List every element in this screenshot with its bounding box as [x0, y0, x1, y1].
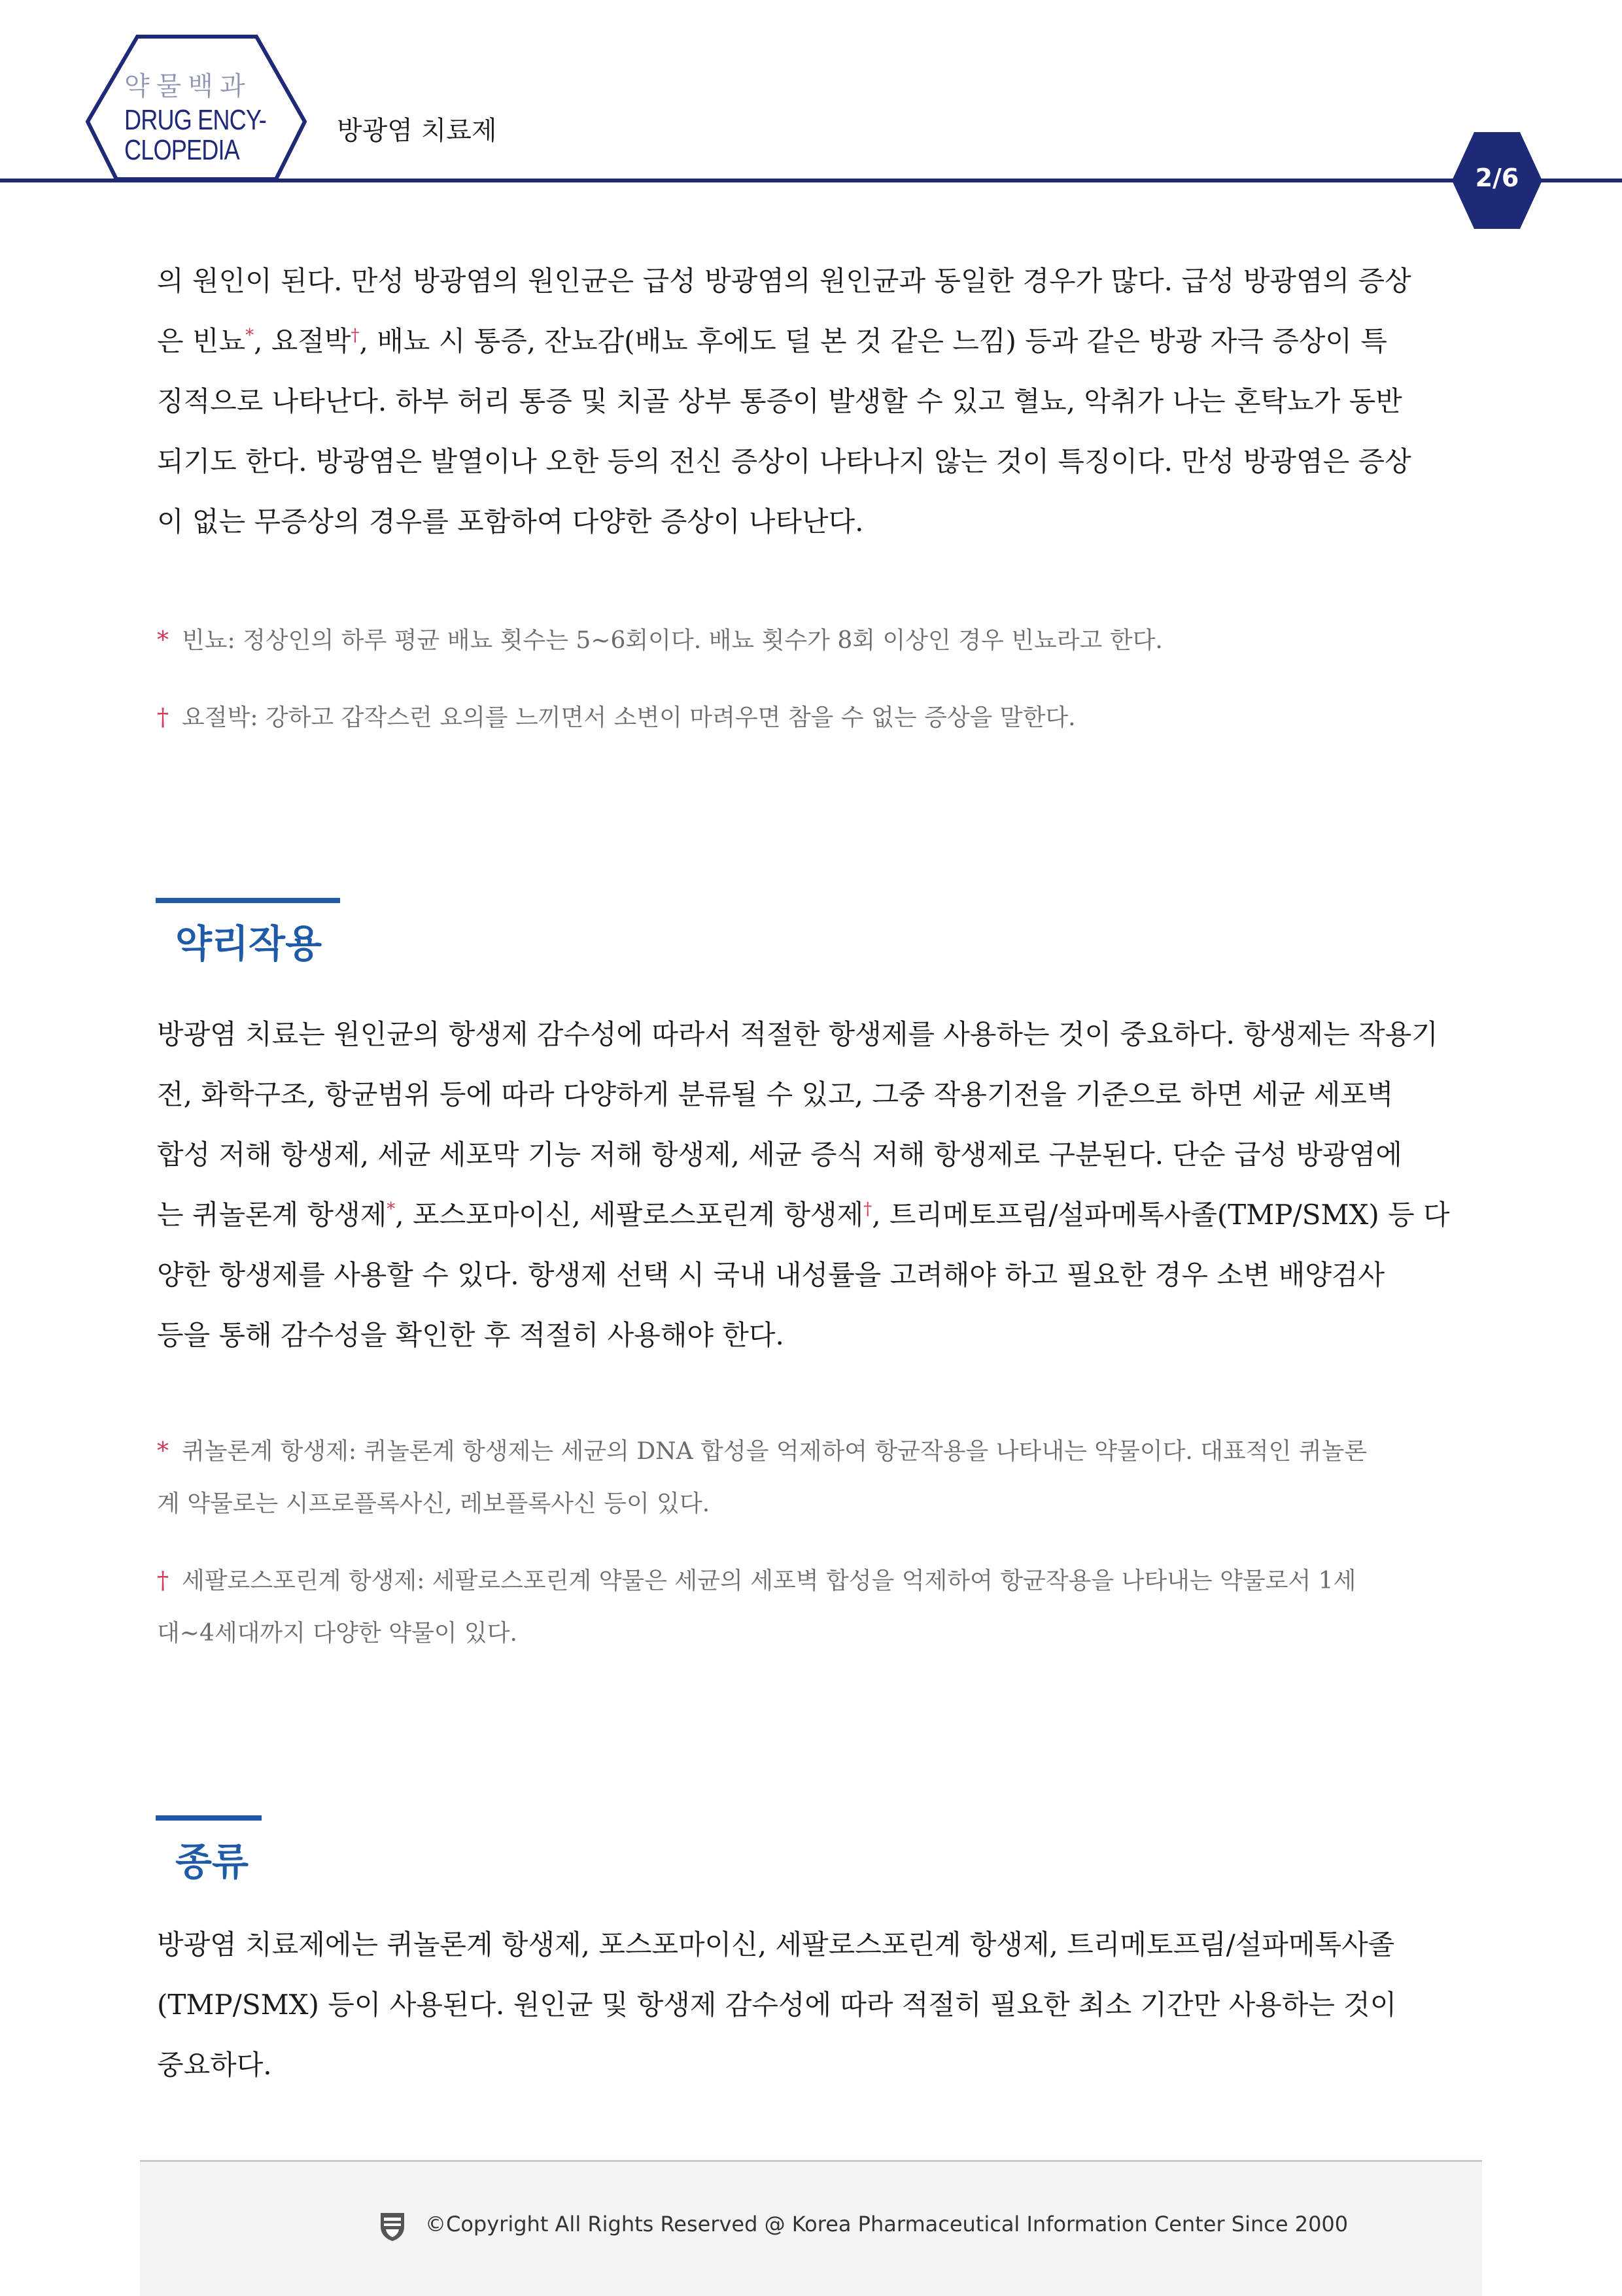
- header-rule: [0, 0, 1622, 262]
- section-title-pharmacology: 약리작용: [175, 921, 322, 966]
- logo-english-line2: CLOPEDIA: [124, 134, 239, 166]
- asterisk-marker: *: [157, 627, 169, 654]
- dagger-marker: †: [351, 326, 360, 345]
- document-title: 방광염 치료제: [337, 116, 497, 146]
- logo-english-line1: DRUG ENCY-: [124, 104, 267, 136]
- section-accent-bar: [156, 1815, 262, 1821]
- types-paragraph: 방광염 치료제에는 퀴놀론계 항생제, 포스포마이신, 세팔로스포린계 항생제, 트리메토프림/설파메톡사졸 (TMP/SMX) 등이 사용된다. 원인균 및 항생제 감수성에 따라 적절히 필요한 최소 기간만 사용하는 것이 중요하다.: [157, 1928, 1397, 2081]
- asterisk-marker: *: [245, 326, 254, 345]
- footnote-urgency: † 요절박: 강하고 갑작스런 요의를 느끼면서 소변이 마려우면 참을 수 없는 증상을 말한다.: [157, 704, 1076, 731]
- shield-logo-icon: [379, 2211, 406, 2242]
- dagger-marker: †: [863, 1199, 872, 1219]
- logo-korean: 약물백과: [124, 72, 252, 101]
- footnote-frequent-urination: * 빈뇨: 정상인의 하루 평균 배뇨 횟수는 5~6회이다. 배뇨 횟수가 8회 이상인 경우 빈뇨라고 한다.: [157, 627, 1163, 654]
- footnote-quinolone: * 퀴놀론계 항생제: 퀴놀론계 항생제는 세균의 DNA 합성을 억제하여 항균작용을 나타내는 약물이다. 대표적인 퀴놀론 계 약물로는 시프로플록사신, 레보플록사신 등이 있다.: [157, 1438, 1368, 1517]
- dagger-marker: †: [157, 704, 169, 731]
- asterisk-marker: *: [157, 1438, 169, 1465]
- pharmacology-paragraph: 방광염 치료는 원인균의 항생제 감수성에 따라서 적절한 항생제를 사용하는 것이 중요하다. 항생제는 작용기 전, 화학구조, 항균범위 등에 따라 다양하게 분류될 수 있고, 그중 작용기전을 기준으로 하면 세균 세포벽 합성 저해 항생제, 세균 세포막 기능 저해 항생제, 세균 증식 저해 항생제로 구분된다. 단순 급성 방광염에 는 퀴놀론계 항생제*, 포스포마이신, 세팔로스포린계 항생제†, 트리메토프림/설파메톡사졸(TMP/SMX) 등 다 양한 항생제를 사용할 수 있다. 항생제 선택 시 국내 내성률을 고려해야 하고 필요한 경우 소변 배양검사 등을 통해 감수성을 확인한 후 적절히 사용해야 한다.: [157, 1018, 1450, 1351]
- dagger-marker: †: [157, 1568, 169, 1594]
- intro-line-3: 징적으로 나타난다. 하부 허리 통증 및 치골 상부 통증이 발생할 수 있고 혈뇨, 악취가 나는 혼탁뇨가 동반: [157, 385, 1402, 417]
- asterisk-marker: *: [387, 1199, 396, 1219]
- footer: [140, 2160, 1482, 2296]
- section-accent-bar: [156, 898, 340, 903]
- intro-line-2: 은 빈뇨*, 요절박†, 배뇨 시 통증, 잔뇨감(배뇨 후에도 덜 본 것 같은 느낌) 등과 같은 방광 자극 증상이 특: [157, 325, 1387, 357]
- footnote-cephalosporin: † 세팔로스포린계 항생제: 세팔로스포린계 약물은 세균의 세포벽 합성을 억제하여 항균작용을 나타내는 약물로서 1세 대~4세대까지 다양한 약물이 있다.: [157, 1568, 1356, 1647]
- section-title-types: 종류: [175, 1840, 249, 1884]
- intro-line-1: 의 원인이 된다. 만성 방광염의 원인균은 급성 방광염의 원인균과 동일한 경우가 많다. 급성 방광염의 증상: [157, 265, 1411, 297]
- page-number: 2/6: [1475, 163, 1519, 192]
- copyright-text: ©Copyright All Rights Reserved @ Korea Pharmaceutical Information Center Since 2000: [425, 2212, 1349, 2236]
- intro-line-4: 되기도 한다. 방광염은 발열이나 오한 등의 전신 증상이 나타나지 않는 것이 특징이다. 만성 방광염은 증상: [157, 445, 1411, 477]
- intro-paragraph: [157, 251, 1465, 552]
- intro-line-5: 이 없는 무증상의 경우를 포함하여 다양한 증상이 나타난다.: [157, 505, 864, 538]
